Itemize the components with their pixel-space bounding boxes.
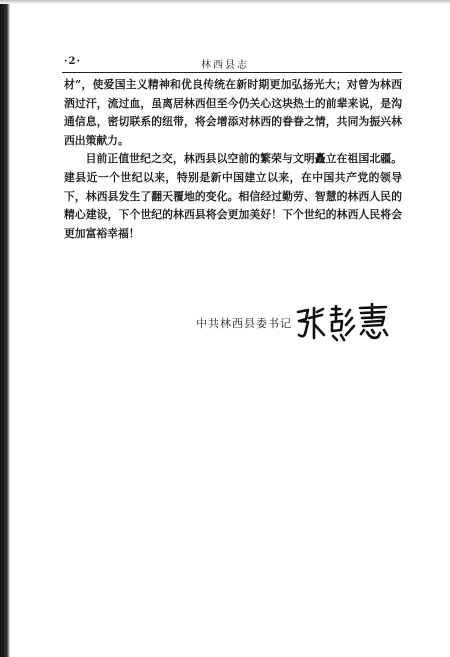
header-rule: [62, 72, 402, 73]
paragraph-conclusion: 目前正值世纪之交，林西县以空前的繁荣与文明矗立在祖国北疆。建县近一个世纪以来，特别是新中国建立以来，在中国共产党的领导下，林西县发生了翻天覆地的变化。相信经过勤劳、智慧的林西人民的精心建设，下个世纪的林西县将会更加美好！下个世纪的林西人民将会更加富裕幸福！: [64, 152, 402, 240]
handwritten-signature: [292, 302, 392, 344]
paragraph-continuation: 材”，使爱国主义精神和优良传统在新时期更加弘扬光大；对曾为林西洒过汗，流过血，虽离居林西但至今仍关心这块热土的前辈来说，是沟通信息，密切联系的纽带，将会增添对林西的眷眷之情，共同为振兴林西出策献力。: [64, 78, 402, 147]
scan-shadow-edge: [0, 0, 10, 657]
scan-top-edge: [0, 0, 450, 4]
signatory-title: 中共林西县委书记: [196, 317, 292, 330]
page-number: ·2·: [64, 56, 81, 67]
running-header: 林西县志: [201, 60, 249, 71]
body-text: [64, 76, 402, 243]
